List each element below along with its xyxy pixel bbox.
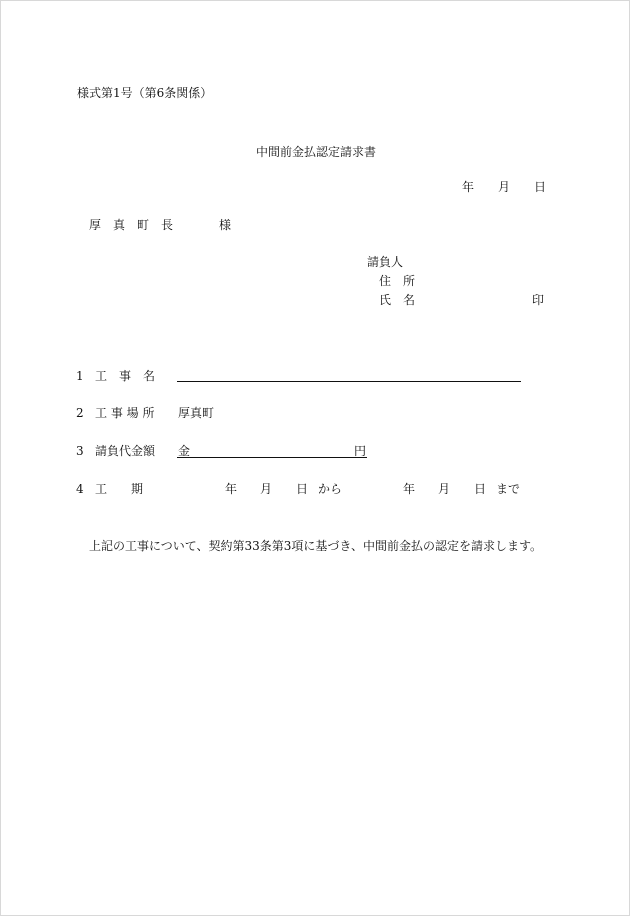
contractor-address-label: 住 所 bbox=[379, 274, 416, 288]
contractor-heading: 請負人 bbox=[367, 255, 404, 269]
amount-underline bbox=[177, 457, 367, 458]
addressee-honorific: 様 bbox=[219, 218, 232, 232]
period-to-month: 月 bbox=[438, 482, 451, 496]
period-from-day: 日 bbox=[296, 482, 309, 496]
form-number: 様式第1号（第6条関係） bbox=[77, 86, 213, 100]
request-statement: 上記の工事について、契約第33条第3項に基づき、中間前金払の認定を請求します。 bbox=[89, 539, 542, 553]
item-3-number: 3 bbox=[76, 444, 84, 458]
item-4-number: 4 bbox=[76, 482, 84, 496]
period-to-day: 日 bbox=[474, 482, 487, 496]
item-2-number: 2 bbox=[76, 406, 84, 420]
document-title: 中間前金払認定請求書 bbox=[256, 145, 377, 159]
construction-name-line bbox=[177, 381, 521, 382]
date-day-label: 日 bbox=[534, 180, 547, 194]
amount-prefix: 金 bbox=[178, 444, 191, 458]
item-4-label: 工 期 bbox=[95, 482, 144, 496]
period-from-month: 月 bbox=[260, 482, 273, 496]
item-3-label: 請負代金額 bbox=[95, 444, 156, 458]
period-to-word: まで bbox=[496, 482, 521, 496]
period-to-year: 年 bbox=[403, 482, 416, 496]
period-from-word: から bbox=[318, 482, 343, 496]
construction-site-value: 厚真町 bbox=[178, 406, 215, 420]
seal-mark: 印 bbox=[532, 293, 545, 307]
addressee-name: 厚 真 町 長 bbox=[89, 218, 174, 232]
date-year-label: 年 bbox=[462, 180, 475, 194]
item-1-number: 1 bbox=[76, 369, 84, 383]
item-1-label: 工 事 名 bbox=[95, 369, 156, 383]
amount-suffix: 円 bbox=[354, 444, 367, 458]
period-from-year: 年 bbox=[225, 482, 238, 496]
item-2-label: 工 事 場 所 bbox=[95, 406, 155, 420]
contractor-name-label: 氏 名 bbox=[379, 293, 416, 307]
date-month-label: 月 bbox=[498, 180, 511, 194]
